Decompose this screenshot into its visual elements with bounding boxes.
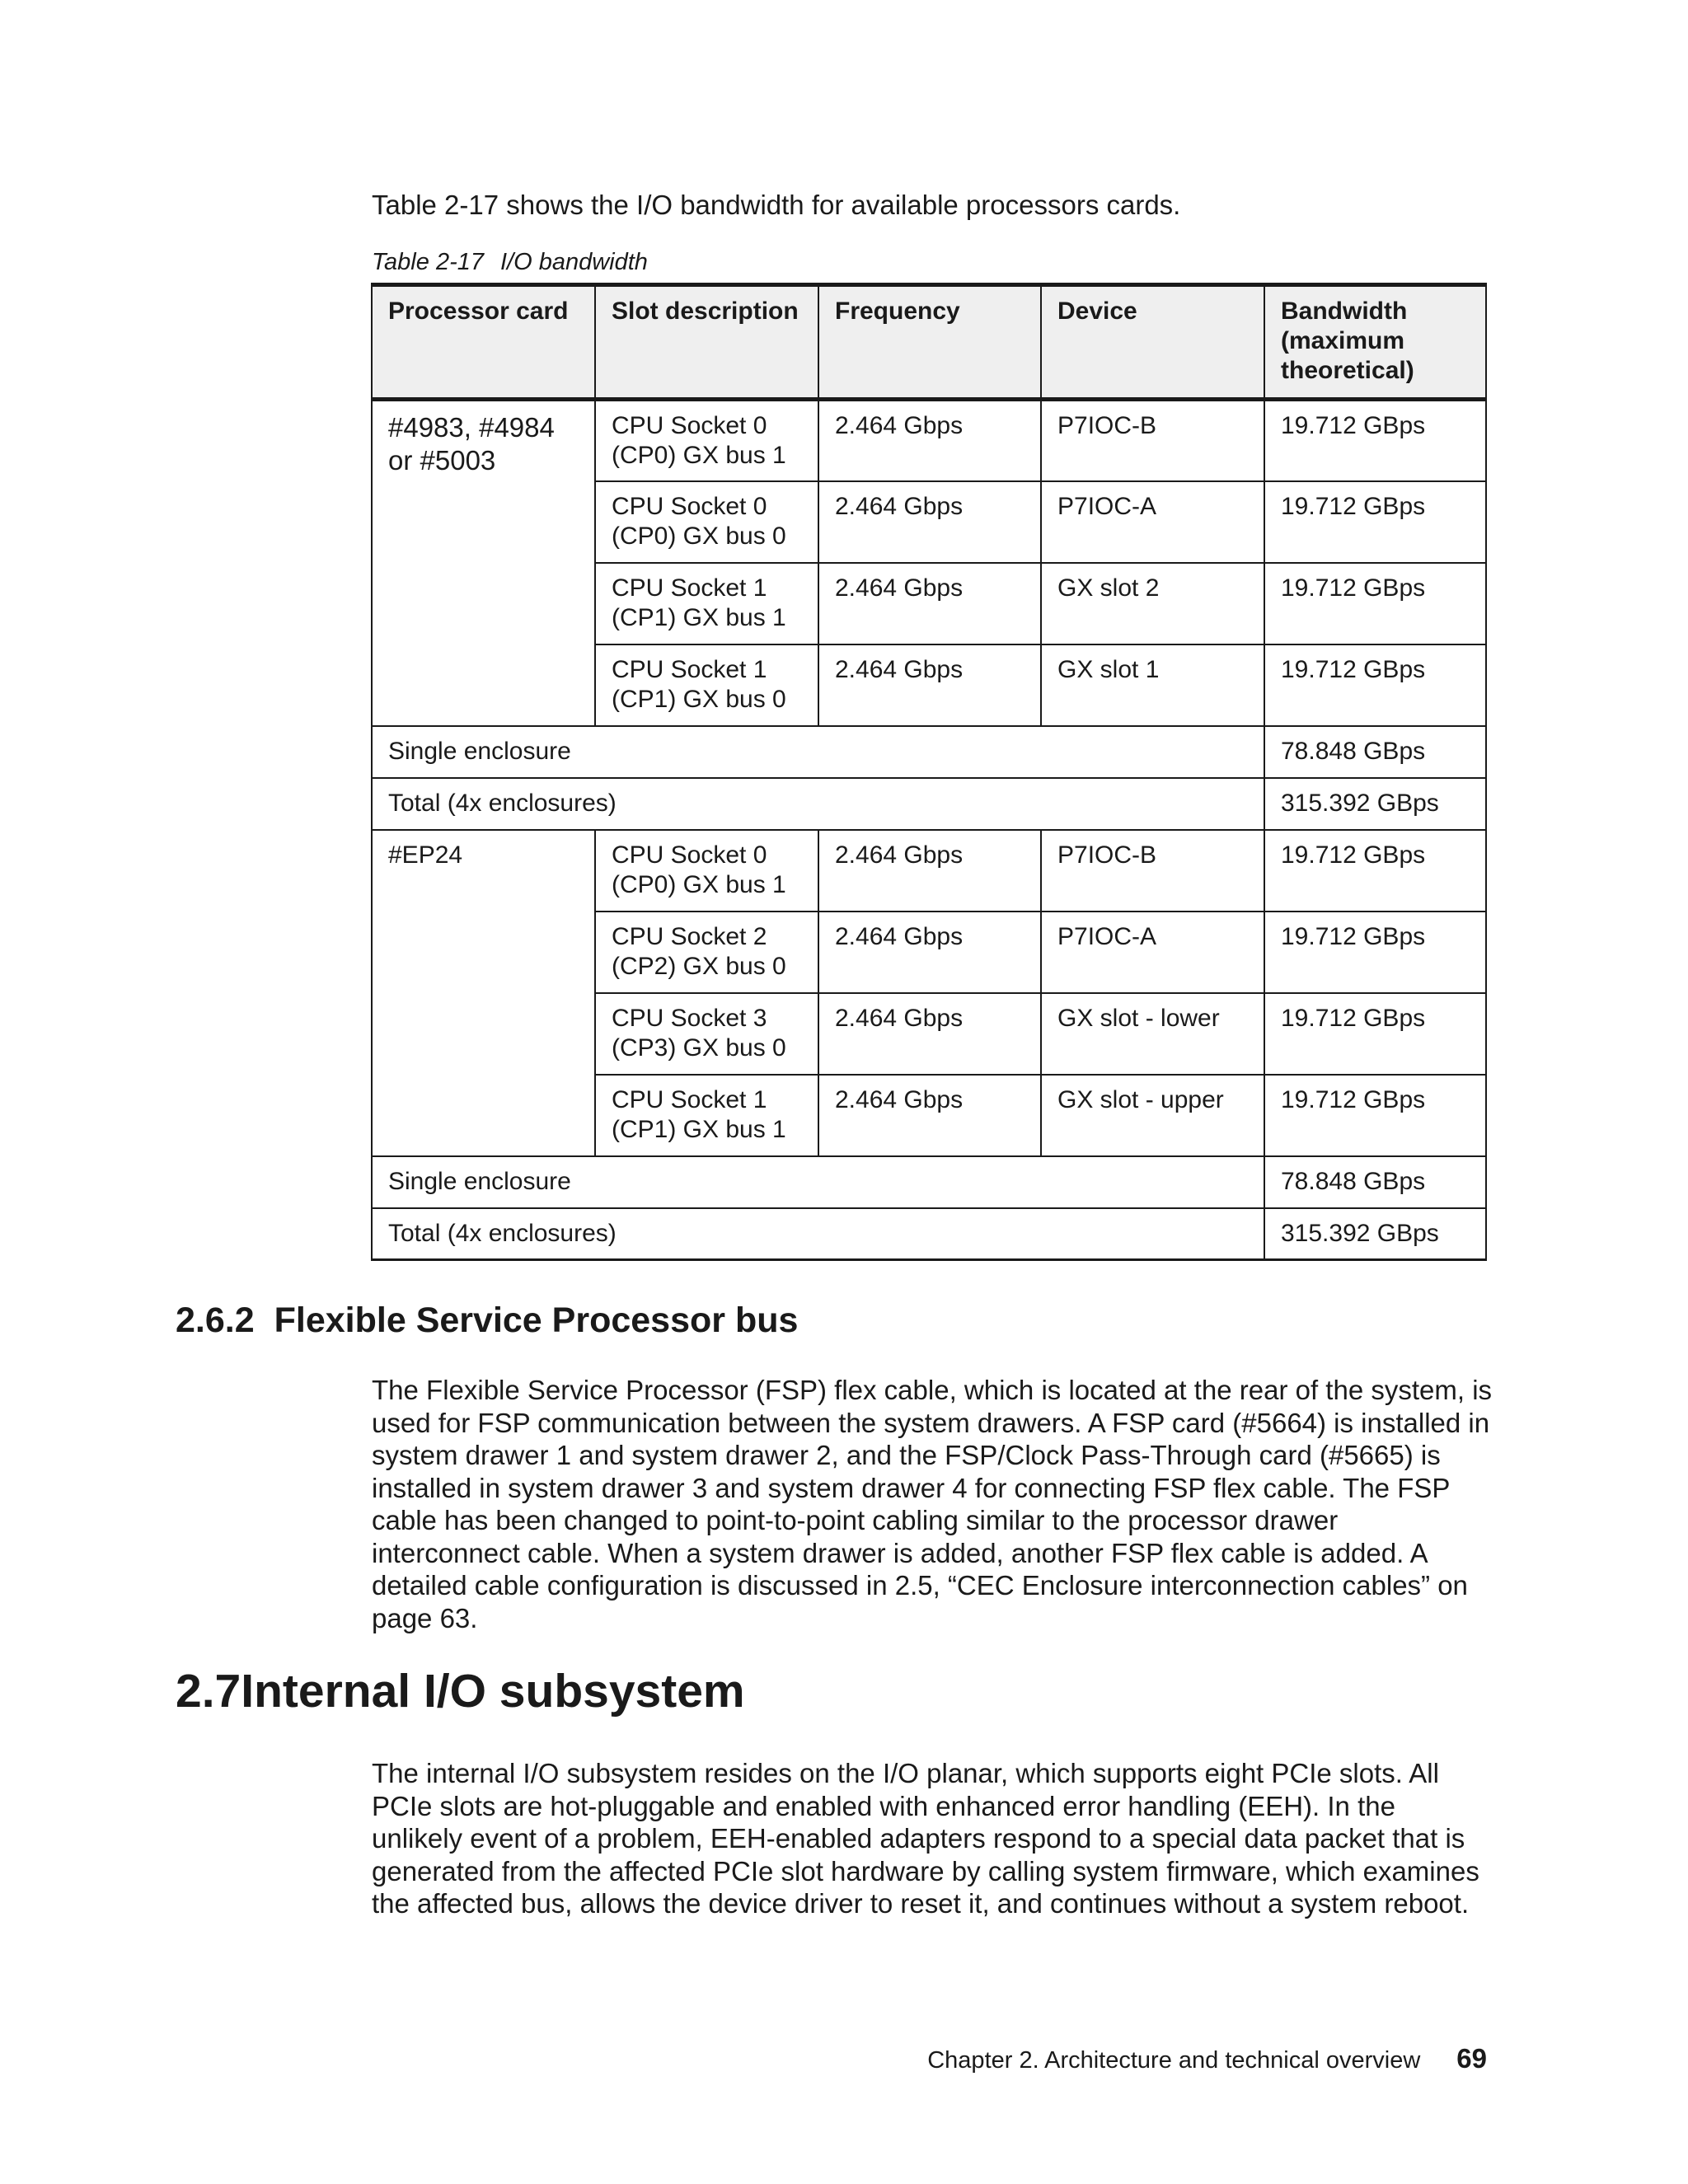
frequency-cell: 2.464 Gbps xyxy=(818,993,1041,1075)
single-enclosure-row xyxy=(372,1156,1486,1208)
bandwidth-cell: 19.712 GBps xyxy=(1264,993,1486,1075)
header-bandwidth: Bandwidth (maximum theoretical) xyxy=(1264,285,1486,400)
total-enclosures-value: 315.392 GBps xyxy=(1264,1208,1486,1260)
device-cell: P7IOC-A xyxy=(1041,912,1264,993)
slot-cell: CPU Socket 1 (CP1) GX bus 1 xyxy=(595,563,818,644)
section-27-number: 2.7 xyxy=(176,1665,241,1718)
device-cell: GX slot - lower xyxy=(1041,993,1264,1075)
slot-cell: CPU Socket 0 (CP0) GX bus 1 xyxy=(595,400,818,481)
total-enclosures-label: Total (4x enclosures) xyxy=(372,778,1264,830)
slot-cell: CPU Socket 1 (CP1) GX bus 0 xyxy=(595,644,818,726)
section-262-body: The Flexible Service Processor (FSP) flex cable, which is located at the rear of the system, is used for FSP communication between the system drawers. A FSP card (#5664) is installed in system drawer 1 and system drawer 2, and the FSP/Clock Pass-Through card (#5665) is installed in system drawer 3 and system drawer 4 for connecting FSP flex cable. The FSP cable has been changed to point-to-point cabling similar to the processor drawer interconnect cable. When a system drawer is added, another FSP flex cable is added. A detailed cable configuration is discussed in 2.5, “CEC Enclosure interconnection cables” on page 63. xyxy=(372,1375,1493,1633)
frequency-cell: 2.464 Gbps xyxy=(818,400,1041,481)
table-caption xyxy=(372,249,648,276)
section-262-heading xyxy=(176,1301,798,1341)
frequency-cell: 2.464 Gbps xyxy=(818,563,1041,644)
frequency-cell: 2.464 Gbps xyxy=(818,912,1041,993)
slot-cell: CPU Socket 1 (CP1) GX bus 1 xyxy=(595,1075,818,1156)
single-enclosure-label: Single enclosure xyxy=(372,726,1264,778)
header-processor-card: Processor card xyxy=(372,285,595,400)
total-enclosures-label: Total (4x enclosures) xyxy=(372,1208,1264,1260)
section-27-body: The internal I/O subsystem resides on the I/O planar, which supports eight PCIe slots. All PCIe slots are hot-pluggable and enabled with enhanced error handling (EEH). In the unlikely event of a problem, EEH-enabled adapters respond to a special data packet that is generated from the affected PCIe slot hardware by calling system firmware, which examines the affected bus, allows the device driver to reset it, and continues without a system reboot. xyxy=(372,1758,1479,1919)
section-27-heading xyxy=(176,1664,745,1718)
total-enclosures-row xyxy=(372,1208,1486,1260)
slot-cell: CPU Socket 2 (CP2) GX bus 0 xyxy=(595,912,818,993)
intro-paragraph: Table 2-17 shows the I/O bandwidth for available processors cards. xyxy=(372,190,1181,220)
table-row xyxy=(372,830,1486,912)
table-caption-title: I/O bandwidth xyxy=(499,249,648,275)
single-enclosure-value: 78.848 GBps xyxy=(1264,726,1486,778)
single-enclosure-row xyxy=(372,726,1486,778)
single-enclosure-value: 78.848 GBps xyxy=(1264,1156,1486,1208)
bandwidth-cell: 19.712 GBps xyxy=(1264,400,1486,481)
table-caption-label: Table 2-17 xyxy=(372,249,484,275)
total-enclosures-row xyxy=(372,778,1486,830)
footer-chapter: Chapter 2. Architecture and technical overview xyxy=(927,2047,1421,2074)
slot-cell: CPU Socket 3 (CP3) GX bus 0 xyxy=(595,993,818,1075)
table-row xyxy=(372,400,1486,481)
table-header-row xyxy=(372,285,1486,400)
bandwidth-cell: 19.712 GBps xyxy=(1264,481,1486,563)
section-27-title: Internal I/O subsystem xyxy=(241,1665,745,1718)
section-262-number: 2.6.2 xyxy=(176,1301,255,1340)
device-cell: P7IOC-B xyxy=(1041,400,1264,481)
bandwidth-cell: 19.712 GBps xyxy=(1264,563,1486,644)
header-device: Device xyxy=(1041,285,1264,400)
bandwidth-cell: 19.712 GBps xyxy=(1264,644,1486,726)
device-cell: P7IOC-B xyxy=(1041,830,1264,912)
frequency-cell: 2.464 Gbps xyxy=(818,830,1041,912)
device-cell: GX slot - upper xyxy=(1041,1075,1264,1156)
bandwidth-cell: 19.712 GBps xyxy=(1264,1075,1486,1156)
single-enclosure-label: Single enclosure xyxy=(372,1156,1264,1208)
page-footer xyxy=(927,2043,1487,2074)
device-cell: GX slot 2 xyxy=(1041,563,1264,644)
io-bandwidth-table xyxy=(371,283,1487,1261)
total-enclosures-value: 315.392 GBps xyxy=(1264,778,1486,830)
bandwidth-cell: 19.712 GBps xyxy=(1264,830,1486,912)
frequency-cell: 2.464 Gbps xyxy=(818,644,1041,726)
slot-cell: CPU Socket 0 (CP0) GX bus 1 xyxy=(595,830,818,912)
slot-cell: CPU Socket 0 (CP0) GX bus 0 xyxy=(595,481,818,563)
section-262-title: Flexible Service Processor bus xyxy=(274,1301,799,1340)
frequency-cell: 2.464 Gbps xyxy=(818,481,1041,563)
frequency-cell: 2.464 Gbps xyxy=(818,1075,1041,1156)
processor-card-cell: #EP24 xyxy=(372,830,595,1156)
page-number: 69 xyxy=(1456,2043,1487,2074)
device-cell: P7IOC-A xyxy=(1041,481,1264,563)
header-slot-description: Slot description xyxy=(595,285,818,400)
device-cell: GX slot 1 xyxy=(1041,644,1264,726)
bandwidth-cell: 19.712 GBps xyxy=(1264,912,1486,993)
header-frequency: Frequency xyxy=(818,285,1041,400)
processor-card-cell: #4983, #4984 or #5003 xyxy=(372,400,595,726)
